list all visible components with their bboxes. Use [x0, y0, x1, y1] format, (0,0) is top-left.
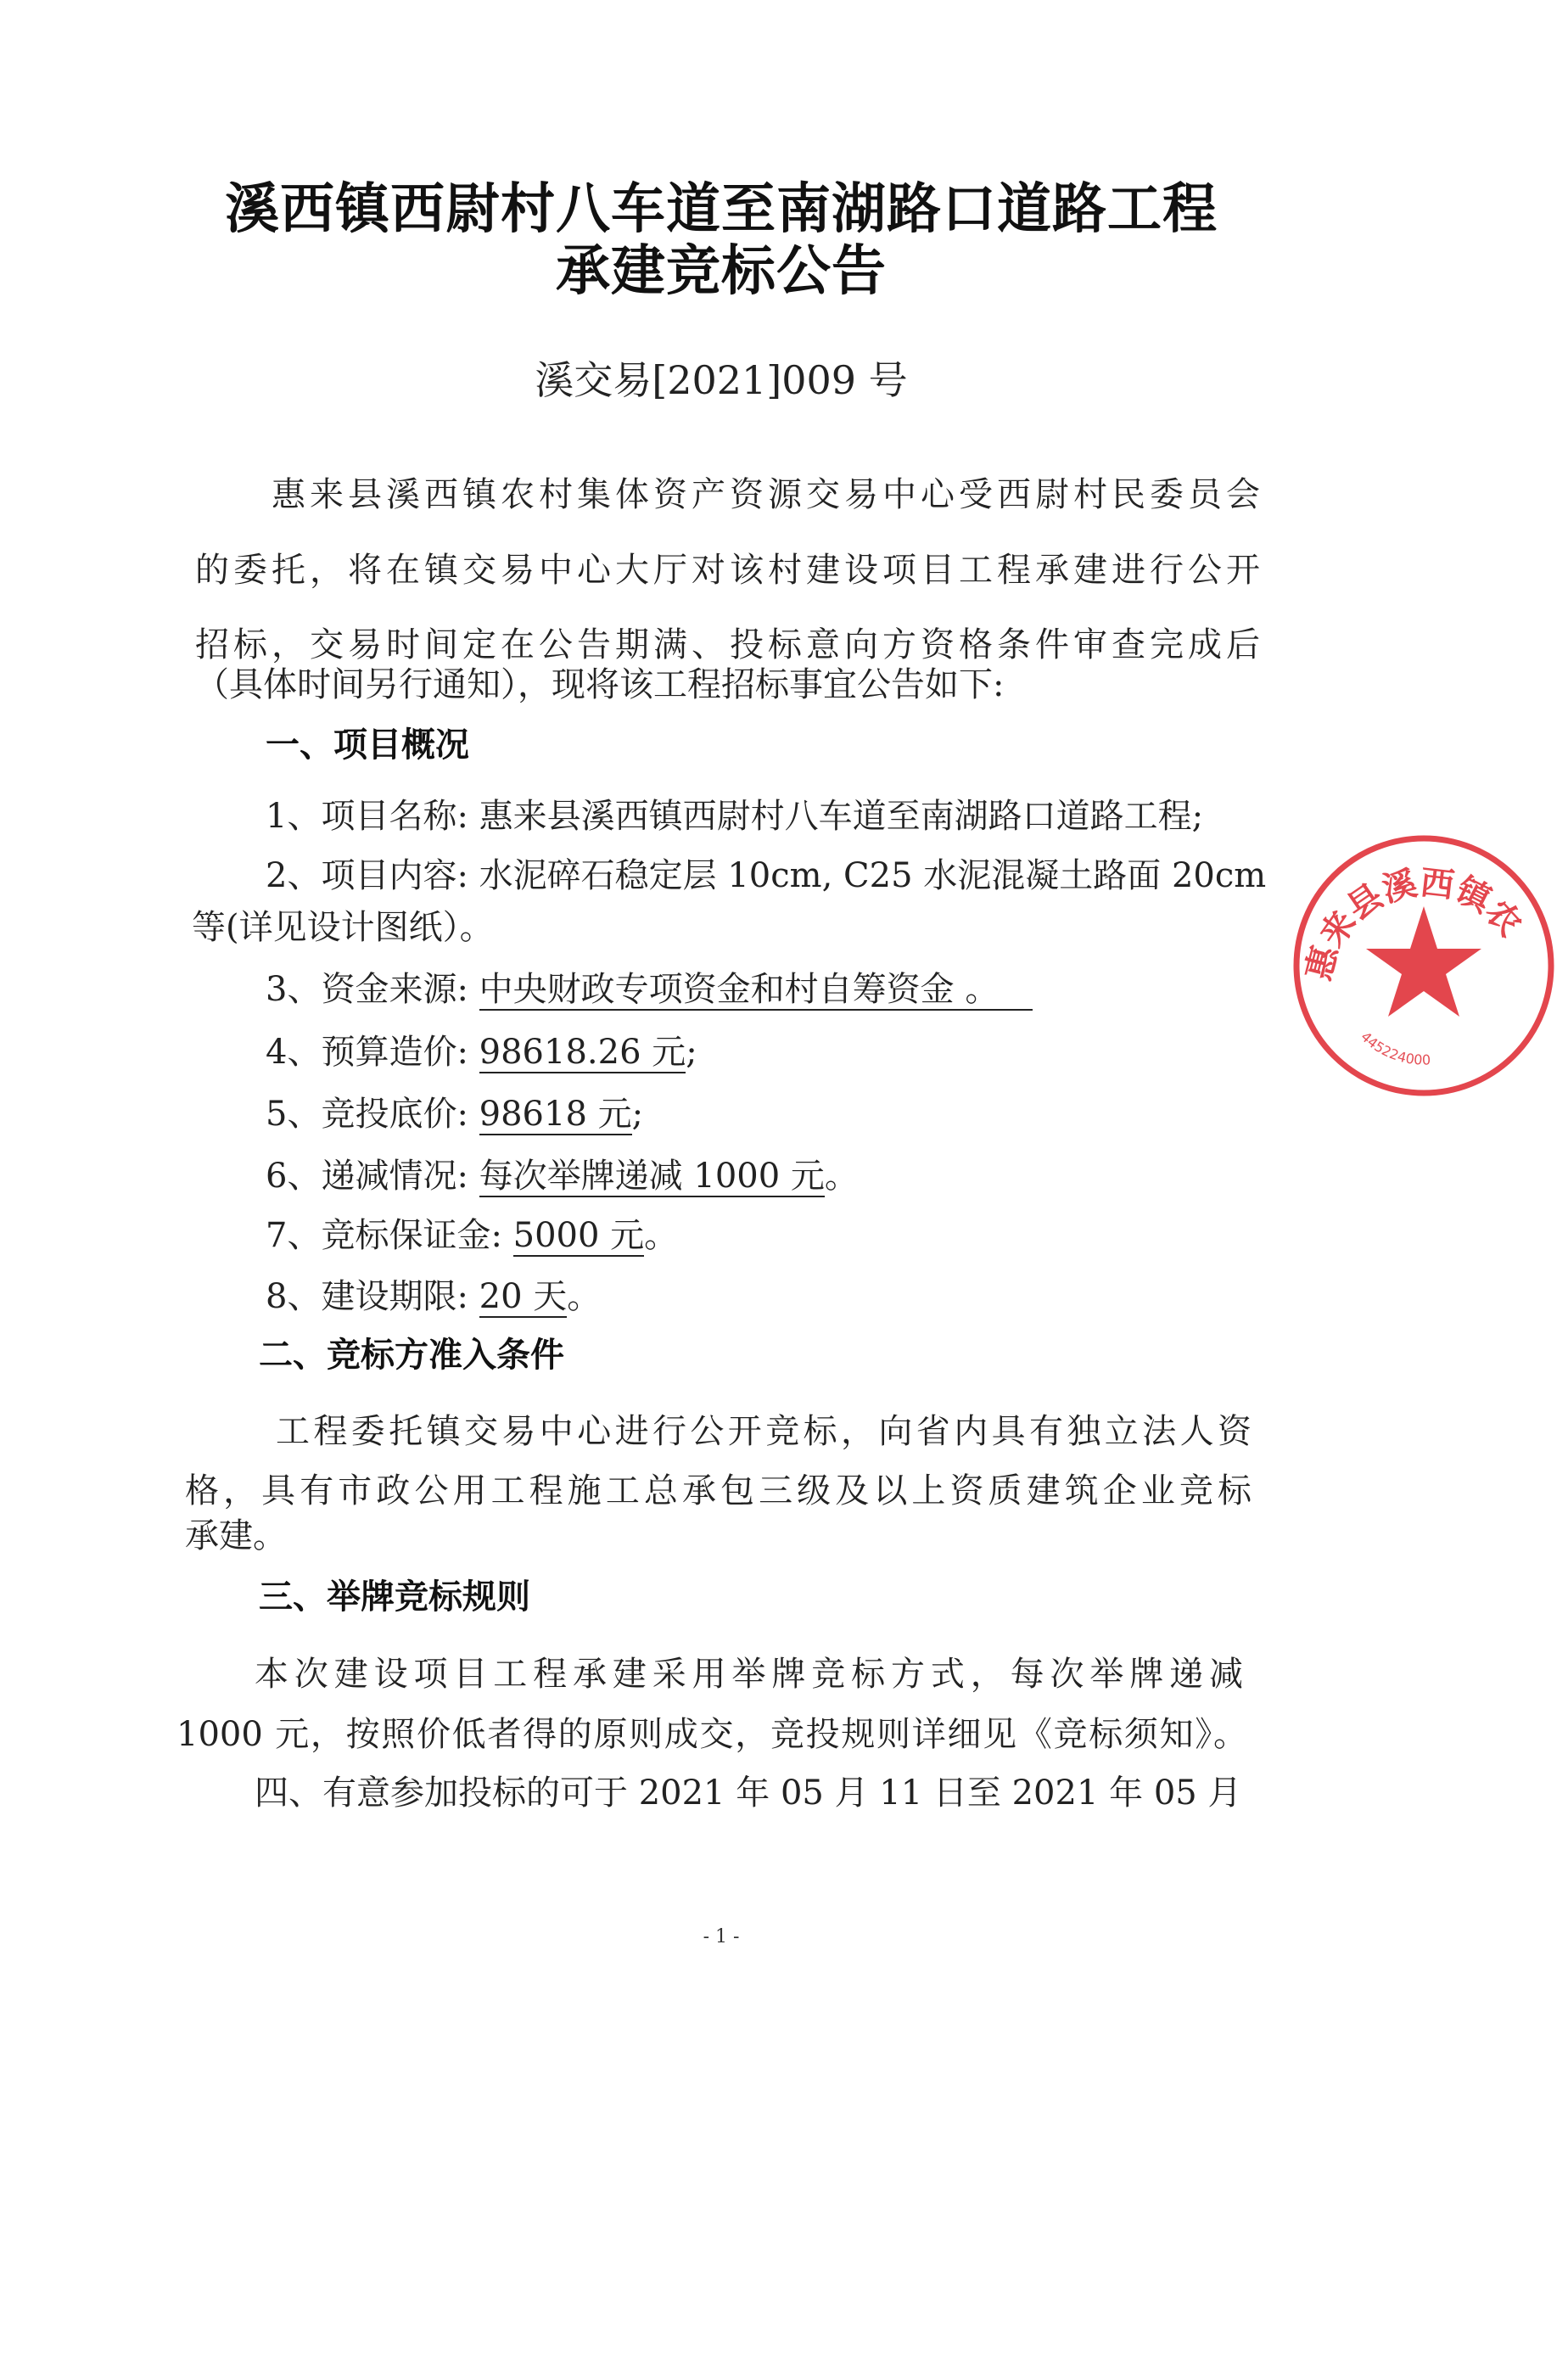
seal-arc-text-path: 惠来县溪西镇农 [1299, 863, 1530, 985]
section-2-line-2: 格，具有市政公用工程施工总承包三级及以上资质建筑企业竞标 [185, 1471, 1252, 1510]
seal-code [1358, 1028, 1431, 1068]
floor-price-label: 5、竞投底价: [266, 1095, 468, 1134]
budget-end: ; [686, 1033, 697, 1072]
intro-line-4: （具体时间另行通知），现将该工程招标事宜公告如下: [195, 665, 1005, 704]
budget-value: 98618.26 元 [479, 1033, 686, 1072]
section-2-heading: 二、竞标方准入条件 [259, 1336, 564, 1375]
deposit-end: 。 [644, 1216, 679, 1255]
project-name-item: 1、项目名称: 惠来县溪西镇西尉村八车道至南湖路口道路工程; [266, 797, 1204, 836]
section-2-line-3: 承建。 [185, 1516, 287, 1555]
fund-source-label: 3、资金来源: [266, 970, 468, 1009]
section-3-line-1: 本次建设项目工程承建采用举牌竞标方式，每次举牌递减 [255, 1655, 1243, 1694]
period-value: 20 天 [479, 1277, 568, 1316]
period-item [266, 1277, 602, 1318]
official-seal [1280, 821, 1568, 1110]
intro-line-3: 招标，交易时间定在公告期满、投标意向方资格条件审查完成后 [195, 625, 1260, 664]
seal-code-path: 445224000 [1358, 1028, 1431, 1068]
section-1-heading: 一、项目概况 [266, 726, 469, 765]
project-content-line-1: 2、项目内容: 水泥碎石稳定层 10cm, C25 水泥混凝土路面 20cm [266, 856, 1267, 895]
intro-line-1: 惠来县溪西镇农村集体资产资源交易中心受西尉村民委员会 [272, 475, 1260, 514]
section-4-line-1: 四、有意参加投标的可于 2021 年 05 月 11 日至 2021 年 05 月 [255, 1774, 1242, 1813]
floor-price-value: 98618 元 [479, 1095, 632, 1134]
decrement-value: 每次举牌递减 1000 元 [479, 1157, 825, 1196]
period-label: 8、建设期限: [266, 1277, 468, 1316]
deposit-value: 5000 元 [512, 1216, 645, 1255]
deposit-label: 7、竞标保证金: [266, 1216, 502, 1255]
section-2-line-1: 工程委托镇交易中心进行公开竞标，向省内具有独立法人资 [276, 1412, 1252, 1451]
fund-source-value: 中央财政专项资金和村自筹资金 。 [479, 972, 1033, 1011]
floor-price-item [266, 1097, 643, 1135]
section-3-heading: 三、举牌竞标规则 [259, 1577, 530, 1617]
budget-label: 4、预算造价: [266, 1033, 468, 1072]
decrement-item [266, 1159, 859, 1197]
fund-source-item [266, 972, 1033, 1011]
deposit-item [266, 1216, 679, 1257]
project-content-line-2: 等(详见设计图纸）。 [192, 908, 494, 947]
section-3-line-2: 1000 元，按照价低者得的原则成交，竞投规则详细见《竞标须知》。 [176, 1715, 1247, 1754]
budget-item [266, 1035, 697, 1073]
decrement-end: 。 [824, 1157, 859, 1196]
title-line-2: 承建竞标公告 [556, 239, 887, 303]
intro-line-2: 的委托，将在镇交易中心大厅对该村建设项目工程承建进行公开 [195, 551, 1260, 590]
page-number: - 1 - [703, 1926, 740, 1947]
seal-star-icon [1366, 906, 1481, 1017]
document-number: 溪交易[2021]009 号 [535, 357, 908, 403]
period-end: 。 [567, 1277, 602, 1316]
title-line-1: 溪西镇西尉村八车道至南湖路口道路工程 [225, 177, 1218, 241]
decrement-label: 6、递减情况: [266, 1157, 468, 1196]
floor-price-end: ; [631, 1095, 644, 1134]
